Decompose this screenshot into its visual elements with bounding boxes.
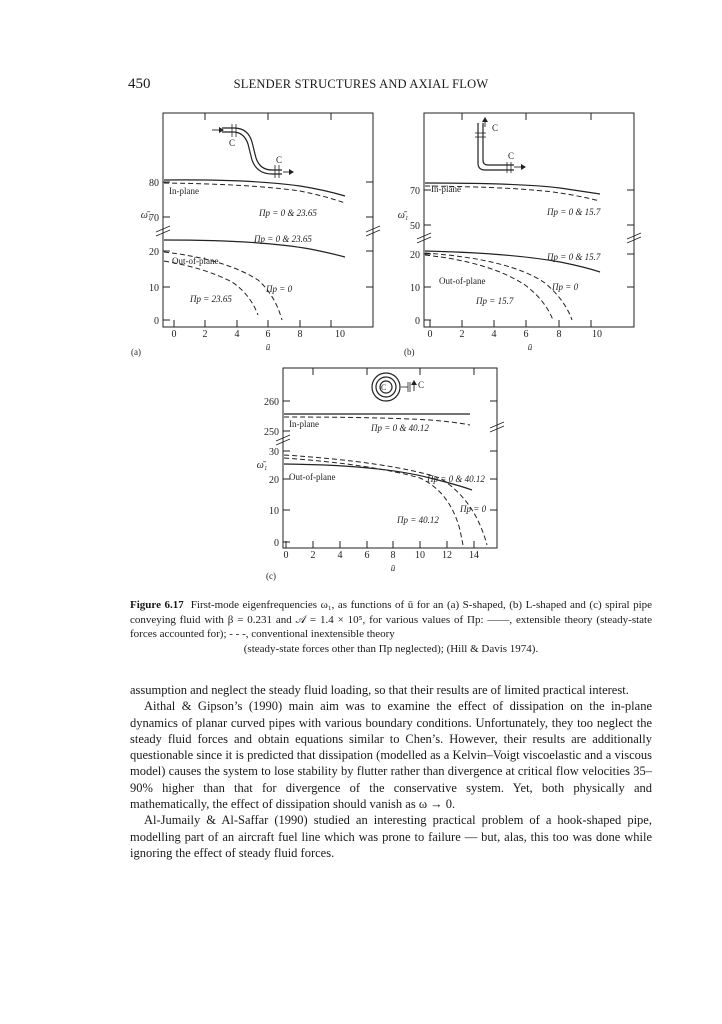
panel-b-ytick: 70 [410,186,420,197]
panel-a-label: (a) [131,347,141,357]
panel-a-ylabel: ω̄₁ [140,210,152,221]
panel-c-xtick: 10 [415,550,425,561]
panel-a-xtick: 4 [234,329,240,340]
panel-a-ytick: 70 [149,213,159,224]
panel-c-outplane-label: Out-of-plane [289,472,336,482]
panel-b-xlabel: ū [527,342,533,352]
panel-b-ytick: 10 [410,283,420,294]
panel-c-xtick: 2 [310,550,316,561]
panel-a-xtick: 2 [202,329,208,340]
panel-c-label: (c) [266,571,276,581]
panel-a-annotation: Πp = 0 & 23.65 [259,208,317,218]
page-number: 450 [128,76,151,92]
panel-c-pipe-label: C [381,383,387,392]
panel-c-xtick: 6 [364,550,370,561]
panel-c-ytick: 250 [264,427,279,438]
panel-c-xtick: 0 [283,550,289,561]
panel-a-pipe-label: C [275,155,283,165]
panel-a-xtick: 10 [335,329,345,340]
panel-a-xtick: 6 [265,329,271,340]
panel-c-xlabel: ū [390,563,396,573]
panel-c-pipe-label: C [418,380,425,390]
panel-b-xtick: 0 [427,329,433,340]
panel-b-annotation: Πp = 0 & 15.7 [547,252,601,262]
caption-text: First-mode eigenfrequencies ω₁, as functions of ū for an (a) S-shaped, (b) L-shaped and (c) spiral pipe conveying fluid with β = 0.231 and 𝒜 = 1.4 × 10⁵, for various values of Πp: ——, extensible theory (steady-state forces accounted for); - - -, conventional inextensible theory [130,599,653,640]
panel-a-ytick: 0 [154,316,159,327]
panel-b-xtick: 6 [523,329,529,340]
panel-b-outplane-label: Out-of-plane [439,276,486,286]
panel-c-ytick: 0 [274,538,279,549]
panel-c-annotation: Πp = 0 [460,504,487,514]
panel-a-outplane-label: Out-of-plane [172,256,219,266]
panel-a-annotation: Πp = 0 [266,284,293,294]
panel-b-frame [424,113,634,327]
l-pipe-sketch [475,117,526,173]
panel-a-inplane-label: In-plane [169,186,199,196]
panel-b-annotation: Πp = 0 & 15.7 [547,207,601,217]
panel-b-annotation: Πp = 0 [552,282,579,292]
caption-last-line: (steady-state forces other than Πp neglected); (Hill & Davis 1974). [243,642,539,655]
panel-c-ylabel: ω̄₁ [256,460,268,471]
panel-a [131,113,380,357]
panel-a-ytick: 20 [149,247,159,258]
panel-a-annotation: Πp = 23.65 [190,294,232,304]
panel-a-xtick: 8 [297,329,303,340]
paragraph: assumption and neglect the steady fluid loading, so that their results are of limited practical interest. [130,683,629,697]
panel-a-outplane-dashed-a [164,261,258,315]
panel-c-annotation: Πp = 0 & 40.12 [371,423,429,433]
panel-b-ytick: 50 [410,221,420,232]
panel-b-xtick: 2 [459,329,465,340]
s-pipe-sketch [212,124,294,178]
figure-caption [130,598,652,656]
panel-a-ytick: 10 [149,283,159,294]
panel-b-pipe-label: C [492,123,499,133]
panel-c-ytick: 260 [264,397,279,408]
panel-b-pipe-label: C [508,151,515,161]
panel-b-ytick: 20 [410,250,420,261]
paragraph: Al-Jumaily & Al-Saffar (1990) studied an interesting practical problem of a hook-shaped pipe, modelling part of an aircraft fuel line which was prone to failure — but, alas, this too was done while ignoring the effect of steady fluid forces. [130,813,652,860]
panel-a-xlabel: ū [265,342,271,352]
body-text [130,682,652,861]
panel-c-ytick: 20 [269,475,279,486]
panel-a-annotation: Πp = 0 & 23.65 [254,234,312,244]
running-head: SLENDER STRUCTURES AND AXIAL FLOW [233,77,489,91]
panel-a-xtick: 0 [171,329,177,340]
panel-c-xtick: 12 [442,550,452,561]
panel-c-xtick: 14 [469,550,479,561]
panel-b-ytick: 0 [415,316,420,327]
panel-c-inplane-label: In-plane [289,419,319,429]
panel-b-label: (b) [404,347,415,357]
panel-c-frame [283,368,497,548]
panel-c-ytick: 10 [269,506,279,517]
panel-b [398,113,641,357]
panel-b-xtick: 4 [491,329,497,340]
panel-c-xtick: 8 [390,550,396,561]
panel-b-inplane-label: In-plane [431,184,461,194]
figure-label: Figure 6.17 [130,599,184,611]
panel-a-ytick: 80 [149,178,159,189]
spiral-pipe-sketch [372,373,417,401]
paragraph: Aithal & Gipson’s (1990) main aim was to examine the effect of dissipation on the in-plane dynamics of planar curved pipes with various boundary conditions. Unfortunately, they too neglect the steady fluid forces and obtain equations similar to Chen’s. However, their results are additionally questionable since it is predicted that dissipation (modelled as a Kelvin–Voigt viscoelastic and a viscous model) causes the system to lose stability by flutter rather than divergence at critical flow velocities 35–90% higher than that for divergence of the conservative system. Yet, both physically and mathematically, the effect of dissipation should vanish as ω → 0. [130,699,652,812]
panel-c [257,368,504,581]
panel-c-annotation: Πp = 0 & 40.12 [427,474,485,484]
panel-b-xtick: 8 [556,329,562,340]
panel-b-annotation: Πp = 15.7 [476,296,514,306]
panel-b-ylabel: ω̄₁ [397,210,409,221]
panel-b-xtick: 10 [592,329,602,340]
panel-c-annotation: Πp = 40.12 [397,515,439,525]
panel-a-pipe-label: C [228,138,236,148]
panel-c-xtick: 4 [337,550,343,561]
panel-c-ytick: 30 [269,447,279,458]
